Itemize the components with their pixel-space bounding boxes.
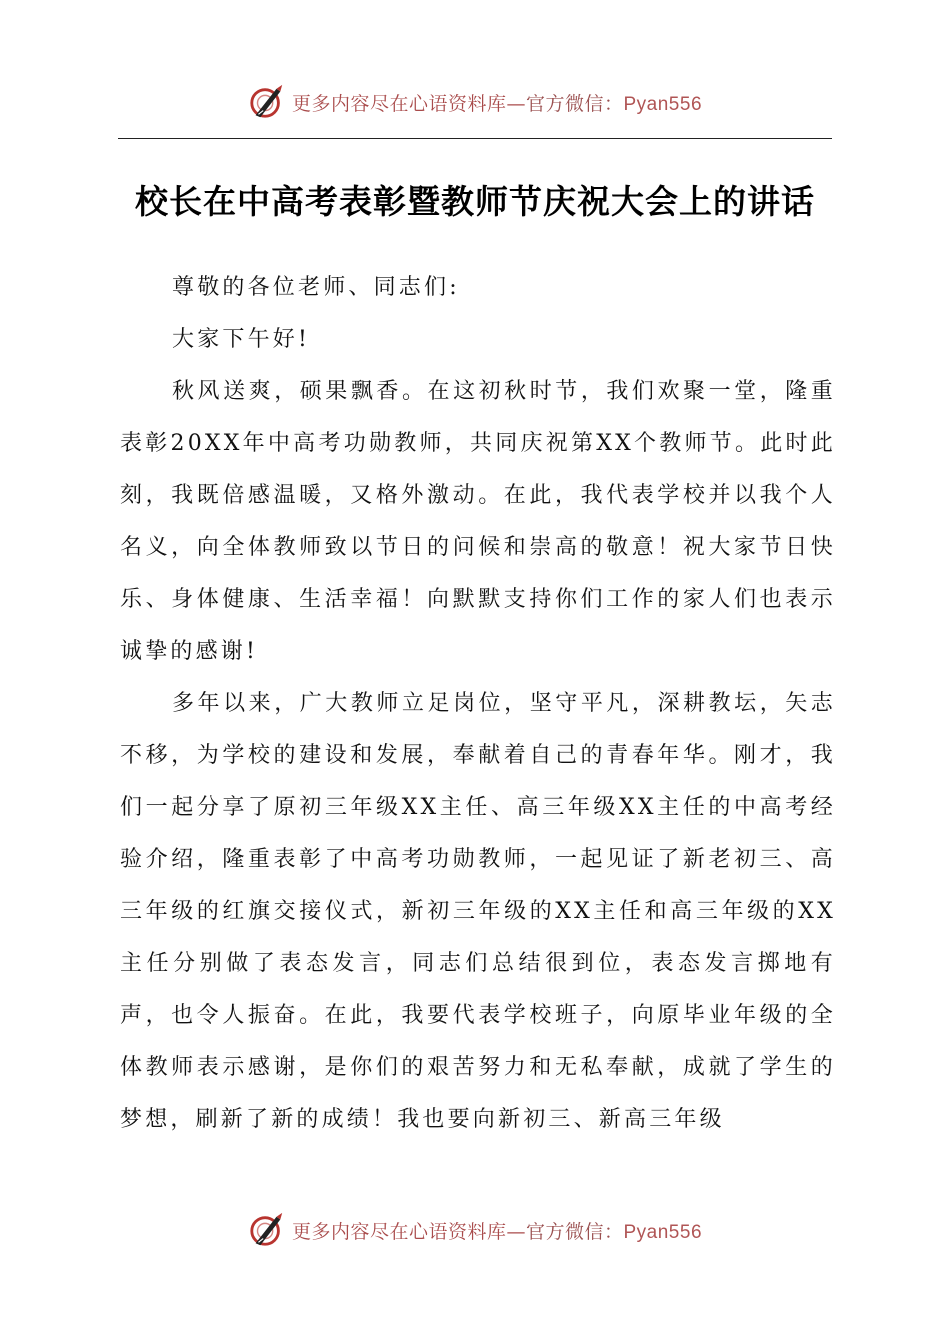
banner-prefix: 更多内容尽在心语资料库— xyxy=(291,1220,526,1243)
quill-pen-logo-icon xyxy=(248,1211,286,1249)
document-body xyxy=(120,262,836,1146)
banner-wechat-id: Pyan556 xyxy=(623,1221,703,1243)
header-banner xyxy=(0,82,950,122)
body-paragraph: 多年以来，广大教师立足岗位，坚守平凡，深耕教坛，矢志不移，为学校的建设和发展，奉献着自己的青春年华。刚才，我们一起分享了原初三年级XX主任、高三年级XX主任的中高考经验介绍，隆重表彰了中高考功勋教师，一起见证了新老初三、高三年级的红旗交接仪式，新初三年级的XX主任和高三年级的XX主任分别做了表态发言，同志们总结很到位，表态发言掷地有声，也令人振奋。在此，我要代表学校班子，向原毕业年级的全体教师表示感谢，是你们的艰苦努力和无私奉献，成就了学生的梦想，刷新了新的成绩！我也要向新初三、新高三年级 xyxy=(120,691,836,1132)
salutation: 尊敬的各位老师、同志们: xyxy=(172,275,460,300)
greeting: 大家下午好! xyxy=(172,327,311,352)
banner-text xyxy=(292,89,702,116)
banner-text xyxy=(292,1217,702,1244)
document-title: 校长在中高考表彰暨教师节庆祝大会上的讲话 xyxy=(135,182,815,221)
banner-official-label: 官方微信： xyxy=(525,92,624,115)
banner-wechat-id: Pyan556 xyxy=(623,93,703,115)
header-divider xyxy=(118,138,832,139)
banner-prefix: 更多内容尽在心语资料库— xyxy=(291,92,526,115)
quill-pen-logo-icon xyxy=(248,83,286,121)
footer-banner xyxy=(0,1210,950,1250)
banner-official-label: 官方微信： xyxy=(525,1220,624,1243)
body-paragraph: 秋风送爽，硕果飘香。在这初秋时节，我们欢聚一堂，隆重表彰20XX年中高考功勋教师，共同庆祝第XX个教师节。此时此刻，我既倍感温暖，又格外激动。在此，我代表学校并以我个人名义，向全体教师致以节日的问候和崇高的敬意！祝大家节日快乐、身体健康、生活幸福！向默默支持你们工作的家人们也表示诚挚的感谢! xyxy=(120,379,836,664)
